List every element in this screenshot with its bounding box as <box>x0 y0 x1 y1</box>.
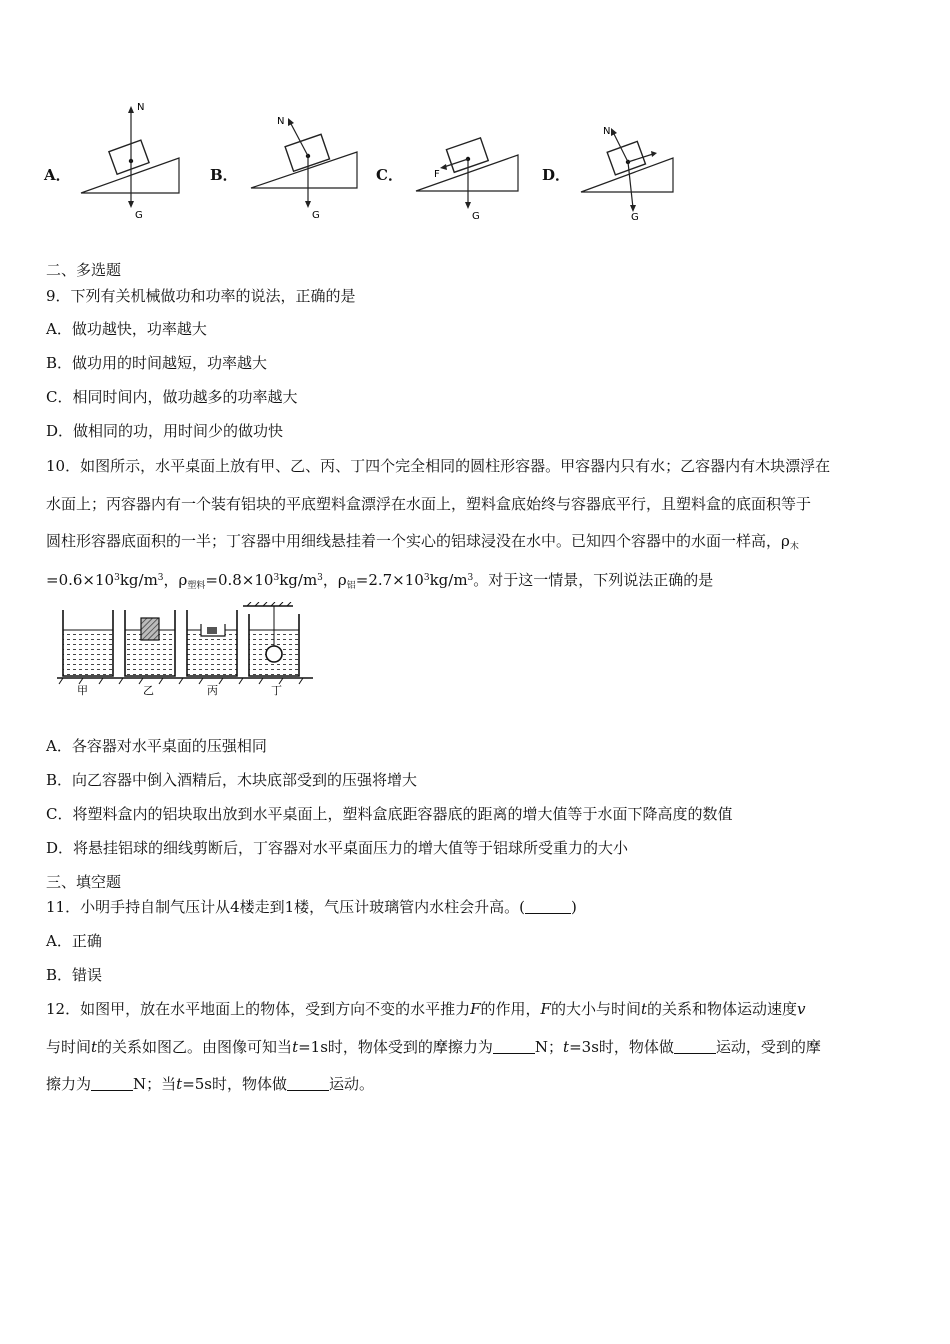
q8-option-d-letter: D． <box>542 166 571 184</box>
q10-label-jia: 甲 <box>77 684 88 697</box>
section-3-title: 三、填空题 <box>46 873 122 891</box>
q8-figure-d <box>575 120 685 225</box>
q12-line2: 与时间t的关系如图乙。由图像可知当t=1s时，物体受到的摩擦力为 N；t=3s时，物体做 运动，受到的摩 <box>46 1038 821 1056</box>
q10-option-c[interactable]: C．将塑料盒内的铝块取出放到水平桌面上，塑料盒底距容器底的距离的增大值等于水面下降高度的数值 <box>46 805 733 823</box>
q8-figure-c <box>410 135 525 225</box>
section-2-title: 二、多选题 <box>46 261 122 279</box>
q10-label-ding: 丁 <box>271 684 282 697</box>
q11-option-a[interactable]: A．正确 <box>46 932 102 950</box>
q10-label-bing: 丙 <box>207 684 218 697</box>
q10-containers-figure <box>55 602 315 697</box>
svg-text:G: G <box>631 212 639 223</box>
q9-option-a[interactable]: A．做功越快，功率越大 <box>46 320 207 338</box>
q11-answer-blank[interactable] <box>525 899 571 914</box>
q12-line3: 擦力为 N；当t=5s时，物体做 运动。 <box>46 1075 375 1093</box>
q8-option-a-letter: A． <box>44 166 71 184</box>
q9-stem: 9．下列有关机械做功和功率的说法，正确的是 <box>46 287 356 305</box>
q9-option-b[interactable]: B．做功用的时间越短，功率越大 <box>46 354 268 372</box>
q10-option-b[interactable]: B．向乙容器中倒入酒精后，木块底部受到的压强将增大 <box>46 771 418 789</box>
q10-stem-line3: 圆柱形容器底面积的一半；丁容器中用细线悬挂着一个实心的铝球浸没在水中。已知四个容器中的水面一样高，$\rho_木$ <box>46 532 799 552</box>
q11-stem: 11．小明手持自制气压计从4楼走到1楼，气压计玻璃管内水柱会升高。( ) <box>46 898 577 916</box>
q9-option-d[interactable]: D．做相同的功，用时间少的做功快 <box>46 422 284 440</box>
q8a-g-label: G <box>135 210 143 221</box>
q12-blank-1[interactable] <box>493 1039 535 1054</box>
q10-stem-line4: $=0.6\times 10^3kg/m^3$，$\rho_{塑料}=0.8\times 10^3kg/m^3$，$\rho_铝=2.7\times 10^3kg/m^3$。对于这一情景，下列说法正确的是 <box>46 571 714 591</box>
q10-stem-line1: 10．如图所示，水平桌面上放有甲、乙、丙、丁四个完全相同的圆柱形容器。甲容器内只有水；乙容器内有木块漂浮在 <box>46 457 831 475</box>
q12-blank-2[interactable] <box>674 1039 716 1054</box>
svg-text:F: F <box>434 169 440 180</box>
q10-option-a[interactable]: A．各容器对水平桌面的压强相同 <box>46 737 267 755</box>
q9-option-c[interactable]: C．相同时间内，做功越多的功率越大 <box>46 388 298 406</box>
q8-figure-a <box>75 98 190 223</box>
q12-line1: 12．如图甲，放在水平地面上的物体，受到方向不变的水平推力F的作用，F的大小与时间t的关系和物体运动速度v <box>46 1000 806 1018</box>
q11-option-b[interactable]: B．错误 <box>46 966 103 984</box>
q12-blank-4[interactable] <box>287 1076 329 1091</box>
svg-text:N: N <box>277 116 285 127</box>
q10-label-yi: 乙 <box>143 684 154 697</box>
q12-blank-3[interactable] <box>91 1076 133 1091</box>
svg-text:N: N <box>603 126 611 137</box>
svg-text:G: G <box>472 211 480 222</box>
q10-stem-line2: 水面上；丙容器内有一个装有铝块的平底塑料盒漂浮在水面上，塑料盒底始终与容器底平行，且塑料盒的底面积等于 <box>46 495 812 513</box>
q8-figure-b <box>245 110 365 225</box>
q8-option-b-letter: B． <box>210 166 238 184</box>
q10-option-d[interactable]: D．将悬挂铝球的细线剪断后，丁容器对水平桌面压力的增大值等于铝球所受重力的大小 <box>46 839 629 857</box>
q8-option-c-letter: C． <box>376 166 403 184</box>
q8a-n-label: N <box>137 102 145 113</box>
svg-text:G: G <box>312 210 320 221</box>
